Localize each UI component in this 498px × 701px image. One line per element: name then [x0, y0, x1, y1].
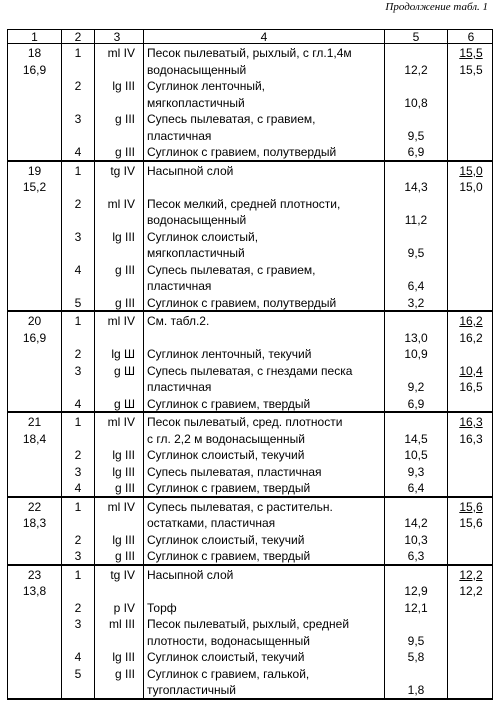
well-group: [7, 162, 493, 313]
layer-depth-value: 6,3: [407, 549, 425, 563]
layer-depth-value: 9,5: [407, 246, 425, 260]
layer-description: Супесь пылеватая, с растительн.: [147, 499, 333, 514]
layer-age-code: lg III: [112, 229, 135, 244]
well-group: [7, 44, 493, 162]
layer-description: Супесь пылеватая, пластичная: [147, 464, 322, 479]
layer-age-code: g III: [114, 666, 135, 681]
layer-age-code: lg III: [112, 650, 135, 664]
layer-number: 3: [74, 363, 82, 378]
layer-number: 4: [74, 262, 82, 277]
table-caption: Продолжение табл. 1: [385, 1, 488, 13]
layer-number: 4: [74, 145, 82, 159]
well-number: 23: [27, 567, 42, 582]
well-group: [7, 498, 493, 566]
layer-number: 2: [74, 347, 82, 361]
layer-number: 1: [74, 415, 82, 429]
layer-description: мягкопластичный: [147, 95, 245, 110]
layer-age-code: lg III: [112, 79, 135, 93]
well-number: 18: [27, 46, 42, 60]
layer-number: 2: [74, 79, 82, 93]
layer-age-code: g III: [114, 262, 135, 277]
layer-description: См. табл.2.: [147, 314, 210, 328]
layer-description: Суглинок слоистый, текучий: [147, 448, 305, 462]
layer-description: Песок пылеватый, рыхлый, с гл.1,4м: [147, 46, 352, 60]
layer-age-code: g Ш: [113, 396, 135, 411]
layer-description: плотности, водонасыщенный: [147, 633, 310, 648]
layer-depth-value: 14,3: [404, 180, 428, 194]
layer-description: Суглинок с гравием, полутвердый: [147, 295, 337, 310]
layer-depth-value: 6,4: [407, 481, 425, 495]
groundwater-level-top: 12,2: [459, 567, 483, 582]
well-elevation: 13,8: [22, 584, 47, 598]
layer-number: 3: [74, 617, 82, 631]
groundwater-level-bottom: 15,0: [459, 180, 483, 194]
layer-depth-value: 12,1: [404, 600, 428, 615]
layer-description: с гл. 2,2 м водонасыщенный: [147, 431, 305, 446]
layer-depth-value: 5,8: [407, 650, 425, 664]
layer-number: 4: [74, 481, 82, 495]
layer-number: 3: [74, 112, 82, 126]
well-group: [7, 413, 493, 498]
header-col-6: 6: [467, 30, 475, 44]
layer-depth-value: 3,2: [407, 295, 425, 310]
layer-number: 4: [74, 396, 82, 411]
layer-depth-value: 9,3: [407, 464, 425, 479]
well-group: [7, 312, 493, 413]
layer-number: 1: [74, 314, 82, 328]
soil-layers-table: [7, 29, 493, 700]
layer-depth-value: 12,2: [404, 62, 428, 77]
layer-depth-value: 1,8: [407, 683, 425, 697]
layer-number: 2: [74, 448, 82, 462]
well-number: 19: [27, 163, 42, 178]
layer-number: 2: [74, 196, 82, 211]
header-col-4: 4: [260, 30, 268, 44]
layer-description: Супесь пылеватая, с гравием,: [147, 262, 316, 277]
layer-depth-value: 6,4: [407, 279, 425, 293]
header-col-3: 3: [113, 30, 121, 44]
layer-number: 2: [74, 532, 82, 547]
layer-age-code: g III: [114, 145, 135, 159]
layer-age-code: g III: [114, 481, 135, 495]
header-col-5: 5: [412, 30, 420, 44]
layer-description: тугопластичный: [147, 683, 236, 697]
layer-depth-value: 9,2: [407, 380, 425, 394]
groundwater-level-top: 15,6: [459, 499, 483, 514]
well-elevation: 16,9: [22, 330, 47, 345]
header-col-2: 2: [74, 30, 82, 44]
layer-description: Суглинок ленточный,: [147, 79, 265, 93]
layer-description: Суглинок с гравием, твердый: [147, 396, 311, 411]
layer-description: мягкопластичный: [147, 246, 245, 260]
layer-depth-value: 6,9: [407, 396, 425, 411]
layer-number: 3: [74, 549, 82, 563]
well-elevation: 18,4: [22, 431, 47, 446]
layer-depth-value: 14,2: [404, 516, 428, 530]
layer-description: Супесь пылеватая, с гнездами песка: [147, 363, 353, 378]
well-elevation: 18,3: [22, 516, 47, 530]
well-elevation: 15,2: [22, 180, 47, 194]
groundwater-level-bottom: 15,6: [459, 516, 483, 530]
layer-depth-value: 6,9: [407, 145, 425, 159]
layer-depth-value: 11,2: [404, 213, 428, 227]
well-number: 21: [27, 415, 42, 429]
layer-age-code: ml IV: [107, 196, 135, 211]
layer-age-code: lg Ш: [111, 347, 135, 361]
groundwater-level-top: 15,0: [459, 163, 483, 178]
layer-number: 1: [74, 46, 82, 60]
layer-description: Торф: [147, 600, 177, 615]
layer-description: Суглинок с гравием, твердый: [147, 549, 311, 563]
layer-description: остатками, пластичная: [147, 516, 276, 530]
layer-depth-value: 12,9: [404, 584, 428, 598]
layer-description: Песок мелкий, средней плотности,: [147, 196, 341, 211]
table-header-row: [7, 29, 493, 44]
layer-description: Суглинок слоистый, текучий: [147, 650, 305, 664]
layer-age-code: lg III: [112, 532, 135, 547]
layer-age-code: g Ш: [113, 363, 135, 378]
layer-number: 5: [74, 295, 82, 310]
layer-description: Суглинок ленточный, текучий: [147, 347, 312, 361]
layer-age-code: ml IV: [107, 314, 135, 328]
layer-description: пластичная: [147, 380, 212, 394]
layer-depth-value: 10,9: [404, 347, 428, 361]
layer-description: Суглинок слоистый, текучий: [147, 532, 305, 547]
groundwater-level-bottom: 16,2: [459, 330, 483, 345]
layer-number: 1: [74, 567, 82, 582]
layer-description: Песок пылеватый, сред. плотности: [147, 415, 343, 429]
layer-number: 1: [74, 499, 82, 514]
layer-number: 4: [74, 650, 82, 664]
layer-age-code: g III: [114, 112, 135, 126]
layer-description: Суглинок с гравием, полутвердый: [147, 145, 337, 159]
layer-description: Суглинок с гравием, твердый: [147, 481, 311, 495]
layer-description: Супесь пылеватая, с гравием,: [147, 112, 316, 126]
layer-age-code: lg III: [112, 448, 135, 462]
layer-age-code: g III: [114, 295, 135, 310]
layer-age-code: ml IV: [107, 415, 135, 429]
layer-depth-value: 14,5: [404, 431, 428, 446]
layer-age-code: p IV: [113, 600, 135, 615]
layer-number: 1: [74, 163, 82, 178]
well-group: [7, 566, 493, 700]
layer-depth-value: 9,5: [407, 128, 425, 143]
well-number: 20: [27, 314, 42, 328]
well-elevation: 16,9: [22, 62, 47, 77]
groundwater-level-bottom: 16,3: [459, 431, 483, 446]
layer-age-code: ml III: [109, 617, 135, 631]
layer-number: 2: [74, 600, 82, 615]
groundwater-level-bottom: 12,2: [459, 584, 483, 598]
layer-depth-value: 9,5: [407, 633, 425, 648]
layer-depth-value: 10,5: [404, 448, 428, 462]
layer-description: Песок пылеватый, рыхлый, средней: [147, 617, 350, 631]
header-col-1: 1: [31, 30, 38, 44]
well-number: 22: [27, 499, 42, 514]
layer-description: Суглинок с гравием, галькой,: [147, 666, 310, 681]
layer-description: пластичная: [147, 279, 212, 293]
layer-description: водонасыщенный: [147, 213, 247, 227]
layer-age-code: tg IV: [110, 163, 135, 178]
groundwater-level-bottom: 15,5: [459, 62, 483, 77]
layer-number: 5: [74, 666, 82, 681]
layer-description: Насыпной слой: [147, 567, 234, 582]
groundwater-level-top: 15,5: [459, 46, 483, 60]
groundwater-level-top: 16,2: [459, 314, 483, 328]
layer-age-code: lg III: [112, 464, 135, 479]
layer-description: Суглинок слоистый,: [147, 229, 259, 244]
groundwater-level-top: 16,3: [459, 415, 483, 429]
layer-age-code: ml IV: [107, 499, 135, 514]
layer-age-code: ml IV: [107, 46, 135, 60]
layer-depth-value: 10,3: [404, 532, 428, 547]
layer-description: Насыпной слой: [147, 163, 234, 178]
layer-number: 3: [74, 464, 82, 479]
groundwater-level-top: 10,4: [459, 363, 483, 378]
layer-age-code: g III: [114, 549, 135, 563]
layer-description: водонасыщенный: [147, 62, 247, 77]
layer-number: 3: [74, 229, 82, 244]
groundwater-level-bottom: 16,5: [459, 380, 483, 394]
layer-depth-value: 10,8: [404, 95, 428, 110]
layer-age-code: tg IV: [110, 567, 135, 582]
layer-description: пластичная: [147, 128, 212, 143]
layer-depth-value: 13,0: [404, 330, 428, 345]
